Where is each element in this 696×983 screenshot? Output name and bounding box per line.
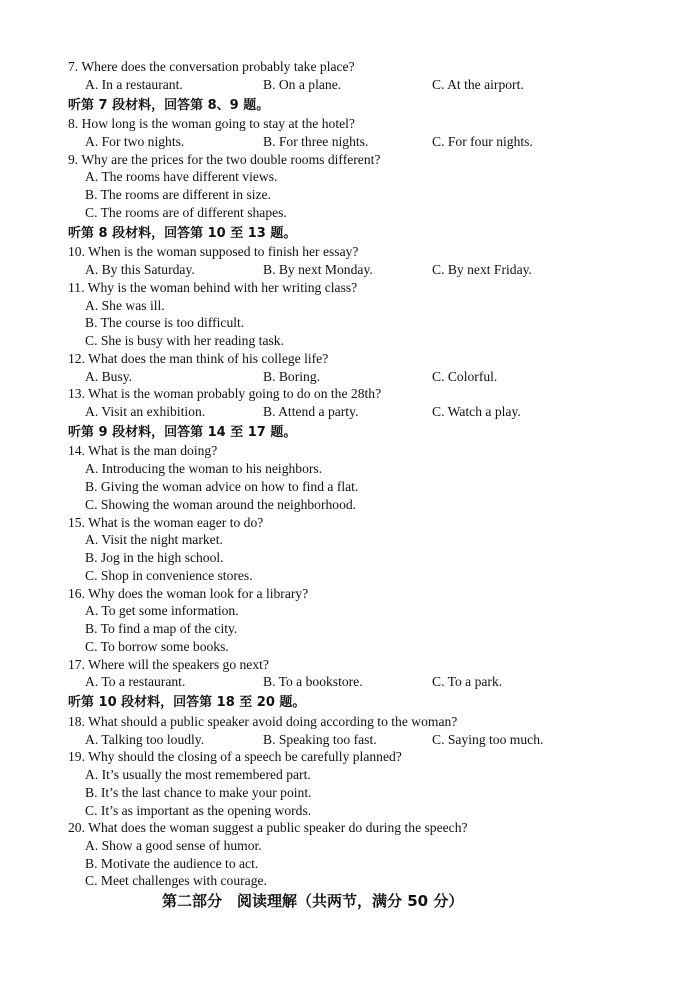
option-17b: B. To a bookstore. <box>263 674 363 689</box>
option-11b: B. The course is too difficult. <box>85 315 245 330</box>
options-row-7 <box>0 76 696 94</box>
options-row-13 <box>0 403 696 421</box>
section-header-7: 听第 7 段材料，回答第 8、9 题。 <box>68 98 270 113</box>
question-9: 9. Why are the prices for the two double rooms different? <box>68 152 381 167</box>
question-19: 19. Why should the closing of a speech be carefully planned? <box>68 749 402 764</box>
option-14b: B. Giving the woman advice on how to find a flat. <box>85 479 359 494</box>
question-10: 10. When is the woman supposed to finish her essay? <box>68 244 359 259</box>
section-header-10: 听第 10 段材料，回答第 18 至 20 题。 <box>68 695 306 710</box>
question-8: 8. How long is the woman going to stay at the hotel? <box>68 116 355 131</box>
question-15: 15. What is the woman eager to do? <box>68 515 264 530</box>
question-14: 14. What is the man doing? <box>68 443 218 458</box>
question-7: 7. Where does the conversation probably take place? <box>68 59 355 74</box>
option-18b: B. Speaking too fast. <box>263 732 377 747</box>
option-9a: A. The rooms have different views. <box>85 169 278 184</box>
option-14a: A. Introducing the woman to his neighbors. <box>85 461 323 476</box>
option-11c: C. She is busy with her reading task. <box>85 333 284 348</box>
options-row-17 <box>0 673 696 691</box>
option-20b: B. Motivate the audience to act. <box>85 856 259 871</box>
option-19a: A. It’s usually the most remembered part. <box>85 767 311 782</box>
option-20c: C. Meet challenges with courage. <box>85 873 267 888</box>
option-9c: C. The rooms are of different shapes. <box>85 205 287 220</box>
section-header-9: 听第 9 段材料，回答第 14 至 17 题。 <box>68 425 297 440</box>
option-15a: A. Visit the night market. <box>85 532 223 547</box>
question-18: 18. What should a public speaker avoid doing according to the woman? <box>68 714 458 729</box>
option-18c: C. Saying too much. <box>432 732 544 747</box>
question-17: 17. Where will the speakers go next? <box>68 657 269 672</box>
option-19b: B. It’s the last chance to make your point. <box>85 785 312 800</box>
option-10c: C. By next Friday. <box>432 262 532 277</box>
option-9b: B. The rooms are different in size. <box>85 187 271 202</box>
question-11: 11. Why is the woman behind with her writing class? <box>68 280 358 295</box>
option-17c: C. To a park. <box>432 674 503 689</box>
options-row-12 <box>0 368 696 386</box>
option-18a: A. Talking too loudly. <box>85 732 205 747</box>
option-14c: C. Showing the woman around the neighborhood. <box>85 497 357 512</box>
option-10a: A. By this Saturday. <box>85 262 195 277</box>
option-15c: C. Shop in convenience stores. <box>85 568 253 583</box>
part-two-heading: 第二部分 阅读理解（共两节，满分 50 分） <box>162 892 464 910</box>
option-19c: C. It’s as important as the opening words. <box>85 803 312 818</box>
option-11a: A. She was ill. <box>85 298 165 313</box>
options-row-18 <box>0 731 696 749</box>
option-16a: A. To get some information. <box>85 603 239 618</box>
option-8b: B. For three nights. <box>263 134 369 149</box>
option-20a: A. Show a good sense of humor. <box>85 838 262 853</box>
section-header-8: 听第 8 段材料，回答第 10 至 13 题。 <box>68 226 297 241</box>
option-16b: B. To find a map of the city. <box>85 621 238 636</box>
option-12a: A. Busy. <box>85 369 133 384</box>
option-13c: C. Watch a play. <box>432 404 521 419</box>
option-15b: B. Jog in the high school. <box>85 550 224 565</box>
question-16: 16. Why does the woman look for a library? <box>68 586 309 601</box>
option-7a: A. In a restaurant. <box>85 77 183 92</box>
option-7b: B. On a plane. <box>263 77 342 92</box>
option-12c: C. Colorful. <box>432 369 498 384</box>
option-7c: C. At the airport. <box>432 77 524 92</box>
question-20: 20. What does the woman suggest a public speaker do during the speech? <box>68 820 468 835</box>
option-10b: B. By next Monday. <box>263 262 373 277</box>
option-13a: A. Visit an exhibition. <box>85 404 206 419</box>
option-8c: C. For four nights. <box>432 134 533 149</box>
options-row-10 <box>0 261 696 279</box>
option-8a: A. For two nights. <box>85 134 185 149</box>
option-17a: A. To a restaurant. <box>85 674 186 689</box>
option-12b: B. Boring. <box>263 369 321 384</box>
question-13: 13. What is the woman probably going to do on the 28th? <box>68 386 382 401</box>
options-row-8 <box>0 133 696 151</box>
option-16c: C. To borrow some books. <box>85 639 229 654</box>
option-13b: B. Attend a party. <box>263 404 359 419</box>
question-12: 12. What does the man think of his college life? <box>68 351 329 366</box>
